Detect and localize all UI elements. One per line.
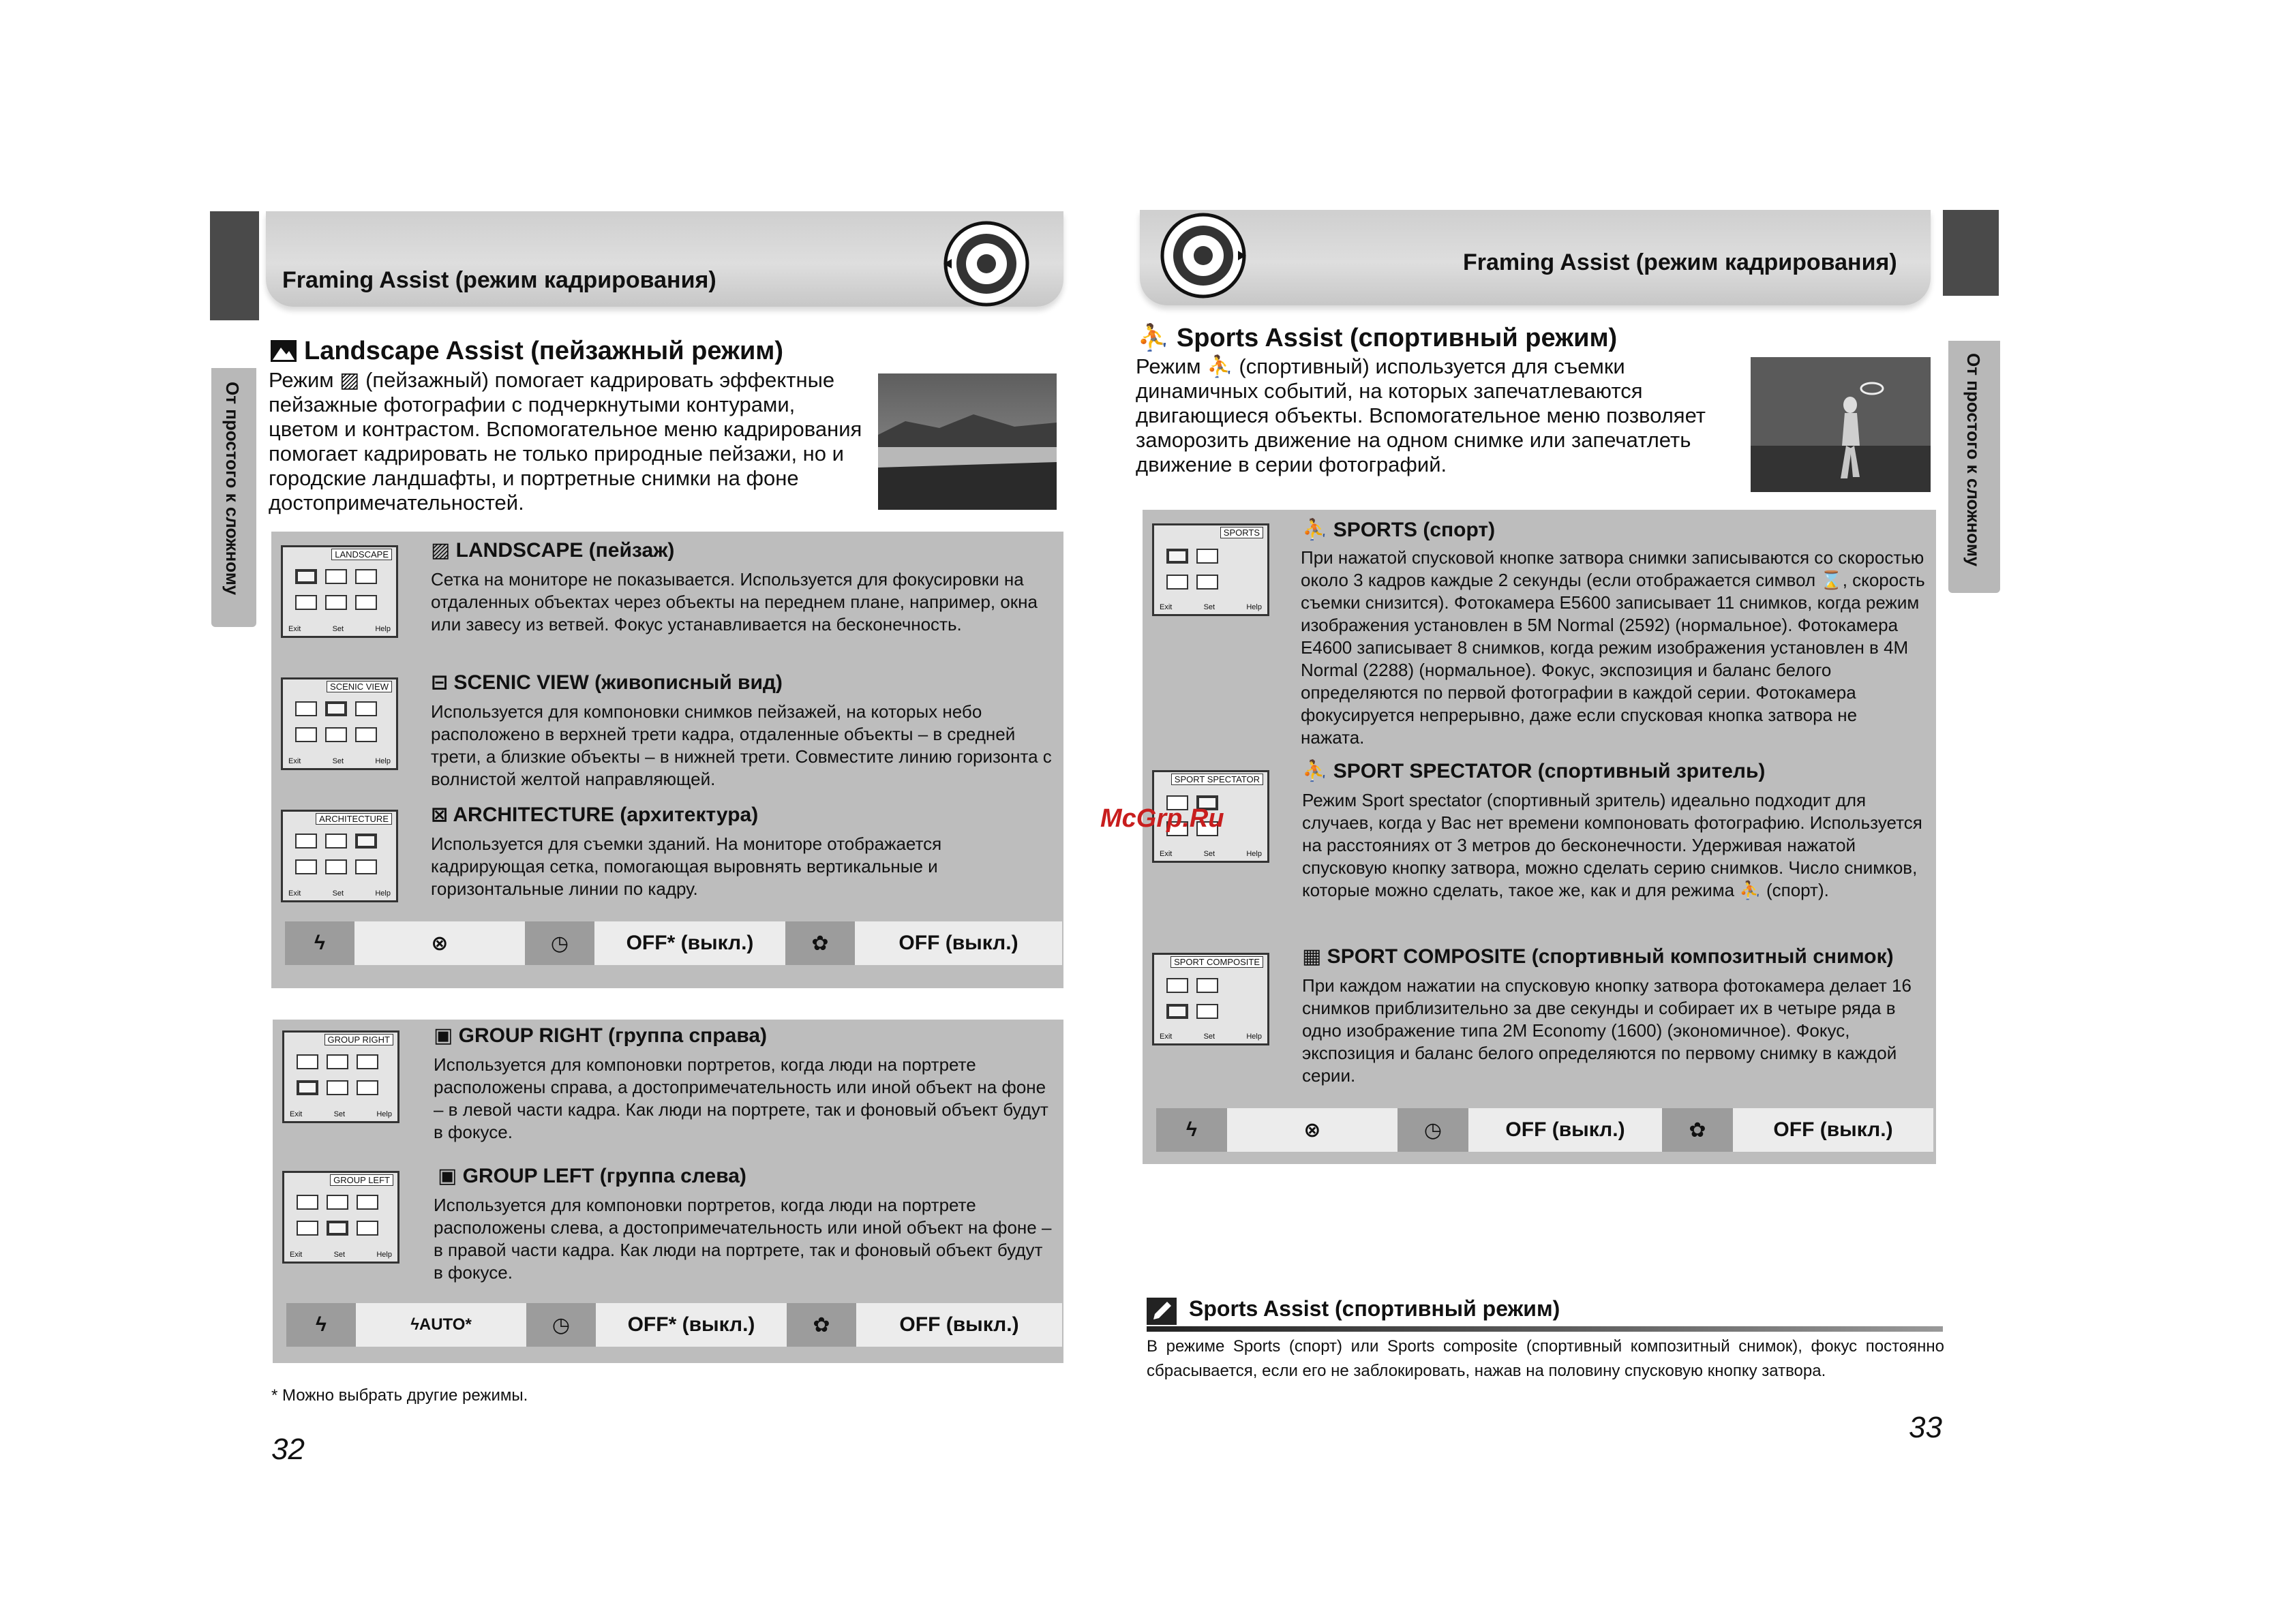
sports-intro: Режим ⛹ (спортивный) используется для съемки динамичных событий, на которых запечатлеваются двигающиеся объекты. Вспомогательное меню позволяет заморозить движение на одном снимке или запечатлеть движение в серии фотографий. (1136, 354, 1706, 476)
sports-menu-thumbnail: SPORTS Exit Set Help (1152, 523, 1269, 616)
group-left-menu-thumbnail: GROUP LEFT Exit Set Help (282, 1171, 399, 1264)
left-edge-tab (210, 211, 259, 320)
architecture-menu-thumbnail: ARCHITECTURE Exit Set Help (281, 810, 398, 902)
sports-icon: ⛹ (1137, 324, 1177, 352)
sports-photo (1751, 357, 1931, 492)
group-right-mode-title: ▣ GROUP RIGHT (группа справа) (434, 1024, 768, 1047)
left-header-title: Framing Assist (режим кадрирования) (282, 267, 716, 293)
left-footnote: * Можно выбрать другие режимы. (271, 1386, 528, 1405)
left-page-number: 32 (271, 1433, 305, 1466)
macro-icon: ✿ (1662, 1108, 1733, 1152)
sport-spectator-menu-thumbnail: SPORT SPECTATOR Exit Set Help (1152, 770, 1269, 863)
mode-dial-icon (1159, 211, 1248, 300)
thumbnail-label: SPORT COMPOSITE (1170, 956, 1263, 968)
thumbnail-label: GROUP RIGHT (324, 1034, 394, 1045)
sports-mode-description: При нажатой спусковой кнопке затвора снимки записываются со скоростью около 3 кадров каждые 2 секунды (если отображается символ ⌛, скорость съемки снизится). Фотокамера E5600 записывает 11 снимков, когда режим изображения установлен в 5M Normal (2592) (нормальное). Фотокамера E4600 записывает 8 снимков, когда режим изображения установлен в 4M Normal (2288) (нормальное). Фокус, экспозиция и баланс белого определяются по первой фотографии в каждой серии. Фотокамера фокусируется непрерывно, даже если спусковая кнопка затвора не нажата. (1301, 547, 1925, 748)
right-side-tab-label: От простого к сложному (1963, 353, 1984, 567)
pencil-note-icon (1147, 1298, 1177, 1325)
thumbnail-label: GROUP LEFT (330, 1174, 393, 1186)
thumbnail-label: ARCHITECTURE (316, 813, 392, 825)
landscape-mode-title: ▨ LANDSCAPE (пейзаж) (431, 539, 675, 562)
sports-mode-title: ⛹ SPORTS (спорт) (1302, 519, 1496, 541)
thumbnail-label: SCENIC VIEW (327, 681, 392, 692)
sports-section-title-text: Sports Assist (спортивный режим) (1176, 324, 1618, 352)
self-timer-icon: ◷ (525, 921, 594, 965)
right-page-number: 33 (1909, 1411, 1942, 1444)
watermark: McGrp.Ru (1100, 804, 1224, 833)
landscape-mode-description: Сетка на мониторе не показывается. Используется для фокусировки на отдаленных объектах через объекты на переднем плане, например, окна или завесу из ветвей. Фокус устанавливается на бесконечность. (431, 569, 1038, 635)
sports-note-body: В режиме Sports (спорт) или Sports composite (спортивный композитный снимок), фокус постоянно сбрасывается, если его не заблокировать, нажав на половину спусковую кнопку затвора. (1147, 1337, 1944, 1380)
macro-icon: ✿ (785, 921, 855, 965)
flash-icon: ϟ (1156, 1108, 1227, 1152)
group-settings-strip (286, 1303, 1062, 1347)
flash-mode-value: ⊗ (1227, 1108, 1398, 1152)
macro-value: OFF (выкл.) (1733, 1108, 1933, 1152)
self-timer-value: OFF (выкл.) (1468, 1108, 1662, 1152)
thumbnail-label: SPORTS (1220, 527, 1263, 538)
self-timer-value: OFF* (выкл.) (596, 1303, 787, 1347)
macro-value: OFF (выкл.) (856, 1303, 1062, 1347)
group-right-mode-description: Используется для компоновки портретов, когда люди на портрете расположены справа, а достопримечательность или иной объект на фоне – в левой части кадра. Как люди на портрете, так и фоновый объект будут в фокусе. (434, 1054, 1048, 1142)
self-timer-value: OFF* (выкл.) (594, 921, 785, 965)
architecture-mode-description: Используется для съемки зданий. На мониторе отображается кадрирующая сетка, помогающая выровнять вертикальные и горизонтальные линии по кадру. (431, 834, 942, 899)
group-right-menu-thumbnail: GROUP RIGHT Exit Set Help (282, 1030, 399, 1123)
sports-note-title: Sports Assist (спортивный режим) (1189, 1296, 1560, 1321)
sports-settings-strip (1156, 1108, 1933, 1152)
flash-mode-value: ϟAUTO* (356, 1303, 526, 1347)
sport-spectator-mode-description: Режим Sport spectator (спортивный зритель) идеально подходит для случаев, когда у Вас нет времени компоновать фотографию. Используется на расстояниях от 3 метров до бесконечности. Удерживая нажатой спусковую кнопку затвора, можно сделать серию снимков. Число снимков, которые можно сделать, такое же, как и для режима ⛹ (спорт). (1302, 790, 1922, 900)
right-edge-tab (1943, 210, 1999, 296)
self-timer-icon: ◷ (526, 1303, 596, 1347)
macro-value: OFF (выкл.) (855, 921, 1062, 965)
left-side-tab-label: От простого к сложному (222, 382, 243, 596)
architecture-mode-title: ⊠ ARCHITECTURE (архитектура) (431, 804, 759, 826)
landscape-icon (270, 339, 297, 363)
sports-note-divider (1147, 1326, 1943, 1332)
landscape-settings-strip (285, 921, 1062, 965)
group-left-mode-description: Используется для компоновки портретов, когда люди на портрете расположены слева, а достопримечательность или иной объект на фоне – в правой части кадра. Как люди на портрете, так и фоновый объект будут в фокусе. (434, 1195, 1052, 1283)
sport-spectator-mode-title: ⛹ SPORT SPECTATOR (спортивный зритель) (1302, 760, 1766, 782)
sport-composite-menu-thumbnail: SPORT COMPOSITE Exit Set Help (1152, 953, 1269, 1045)
self-timer-icon: ◷ (1398, 1108, 1468, 1152)
sport-composite-mode-description: При каждом нажатии на спусковую кнопку затвора фотокамера делает 16 снимков приблизительно за две секунды и собирает их в четыре ряда в одно изображение типа 2M Economy (1600) (экономичное). Фокус, экспозиция и баланс белого определяются по первому снимку в каждой серии. (1302, 975, 1912, 1086)
scenic-view-mode-title: ⊟ SCENIC VIEW (живописный вид) (431, 671, 783, 694)
group-left-mode-title: ▣ GROUP LEFT (группа слева) (438, 1165, 746, 1187)
flash-icon: ϟ (285, 921, 354, 965)
landscape-intro: Режим ▨ (пейзажный) помогает кадрировать эффектные пейзажные фотографии с подчеркнутыми контурами, цветом и контрастом. Вспомогательное меню кадрирования помогает кадрировать не только природные пейзажи, но и городские ландшафты, и портретные снимки на фоне достопримечательностей. (269, 368, 862, 515)
scenic-view-menu-thumbnail: SCENIC VIEW Exit Set Help (281, 677, 398, 770)
landscape-photo (878, 373, 1057, 510)
right-header-title: Framing Assist (режим кадрирования) (1463, 249, 1897, 275)
thumbnail-label: SPORT SPECTATOR (1171, 774, 1263, 785)
thumbnail-label: LANDSCAPE (331, 549, 392, 560)
landscape-section-title: Landscape Assist (пейзажный режим) (304, 337, 784, 365)
scenic-view-mode-description: Используется для компоновки снимков пейзажей, на которых небо расположено в верхней трети кадра, отдаленные объекты – в средней трети, а близкие объекты – в нижней трети. Совместите линию горизонта с волнистой желтой направляющей. (431, 701, 1052, 789)
flash-icon: ϟ (286, 1303, 356, 1347)
sport-composite-mode-title: ▦ SPORT COMPOSITE (спортивный композитный снимок) (1302, 945, 1894, 968)
sports-section-title (1137, 323, 1617, 353)
flash-mode-value: ⊗ (354, 921, 525, 965)
macro-icon: ✿ (787, 1303, 856, 1347)
mode-dial-icon (942, 219, 1031, 308)
landscape-menu-thumbnail: LANDSCAPE Exit Set Help (281, 545, 398, 638)
